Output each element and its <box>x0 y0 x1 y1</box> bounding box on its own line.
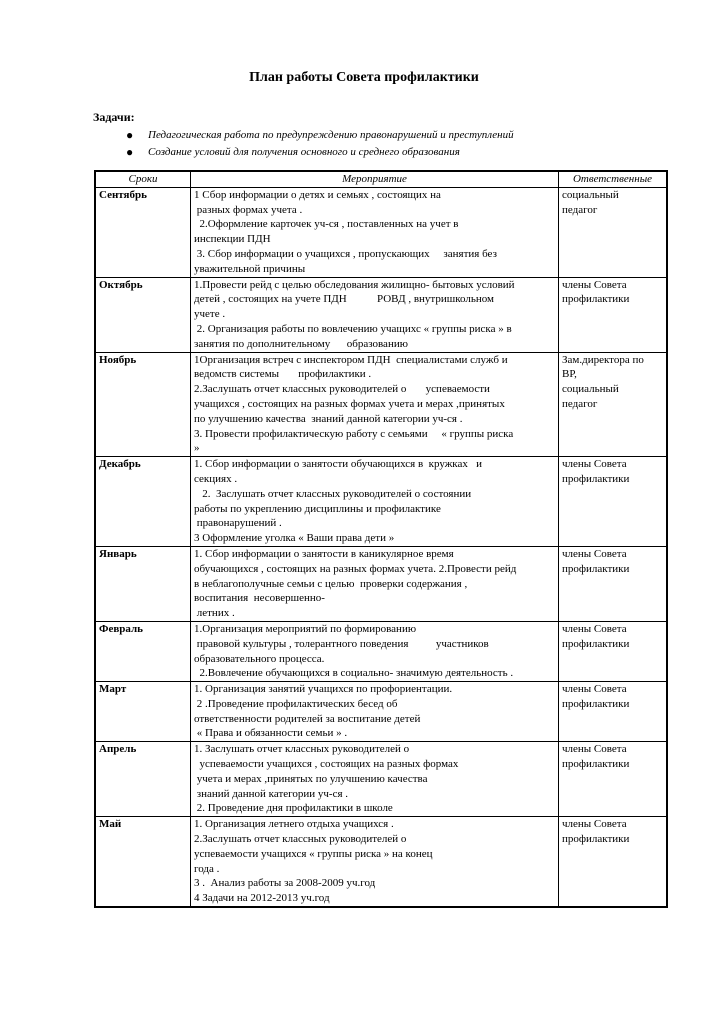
task-text: Педагогическая работа по предупреждению правонарушений и преступлений <box>148 129 514 141</box>
event-line: 2. Проведение дня профилактики в школе <box>194 802 393 815</box>
event-line: 2. Заслушать отчет классных руководителей о состоянии <box>194 487 472 500</box>
month-cell: Сентябрь <box>95 187 191 277</box>
responsible-cell <box>559 277 668 352</box>
responsible-line: члены Совета <box>562 743 627 756</box>
event-line: ведомств системы профилактики . <box>194 368 372 381</box>
responsible-line: профилактики <box>562 758 630 771</box>
tasks-label: Задачи: <box>93 110 135 124</box>
bullet-icon: ● <box>126 128 134 142</box>
table-row <box>95 546 667 621</box>
event-line: 2.Заслушать отчет классных руководителей о успеваемости <box>194 383 490 396</box>
event-line: 1. Организация летнего отдыха учащихся . <box>194 818 394 831</box>
responsible-line: профилактики <box>562 697 630 710</box>
responsible-line: члены Совета <box>562 458 627 471</box>
event-line: 1. Организация занятий учащихся по профориентации. <box>194 683 453 696</box>
responsible-cell <box>559 817 668 907</box>
event-line: ответственности родителей за воспитание детей <box>194 712 421 725</box>
table-header-row <box>95 171 667 187</box>
month-cell: Апрель <box>95 742 191 817</box>
responsible-cell <box>559 187 668 277</box>
event-line: успеваемости учащихся « группы риска » на конец <box>194 847 433 860</box>
responsible-line: социальный <box>562 188 619 201</box>
event-line: знаний данной категории уч-ся . <box>194 787 349 800</box>
event-line: » <box>194 442 200 455</box>
responsible-line: ВР, <box>562 368 577 381</box>
event-line: учете . <box>194 308 226 321</box>
responsible-cell <box>559 546 668 621</box>
responsible-cell <box>559 457 668 547</box>
event-line: летних . <box>194 607 235 620</box>
events-cell <box>191 742 559 817</box>
event-line: 3. Сбор информации о учащихся , пропускающих занятия без <box>194 247 497 260</box>
responsible-line: педагог <box>562 397 598 410</box>
event-line: 1.Организация мероприятий по формированию <box>194 622 417 635</box>
event-line: 1 Сбор информации о детях и семьях , состоящих на <box>194 188 441 201</box>
responsible-line: члены Совета <box>562 622 627 635</box>
event-line: правонарушений . <box>194 517 282 530</box>
event-line: обучающихся , состоящих на разных формах учета. 2.Провести рейд <box>194 562 517 575</box>
event-line: правовой культуры , толерантного поведения участников <box>194 637 489 650</box>
responsible-line: профилактики <box>562 833 630 846</box>
event-line: образовательного процесса. <box>194 652 325 665</box>
event-line: учащихся , состоящих на разных формах учета и мерах ,принятых <box>194 397 505 410</box>
events-cell <box>191 621 559 681</box>
event-line: « Права и обязанности семьи » . <box>194 727 348 740</box>
task-text: Создание условий для получения основного и среднего образования <box>148 146 460 158</box>
event-line: года . <box>194 862 220 875</box>
page-title: План работы Совета профилактики <box>249 70 479 85</box>
event-line: уважительной причины <box>194 262 306 275</box>
event-line: успеваемости учащихся , состоящих на разных формах <box>194 758 459 771</box>
responsible-line: члены Совета <box>562 547 627 560</box>
event-line: 3 . Анализ работы за 2008-2009 уч.год <box>194 877 376 890</box>
event-line: занятия по дополнительному образованию <box>194 337 408 350</box>
table-row <box>95 352 667 457</box>
event-line: 1. Заслушать отчет классных руководителей о <box>194 743 410 756</box>
event-line: 2 .Проведение профилактических бесед об <box>194 697 398 710</box>
responsible-line: педагог <box>562 203 598 216</box>
events-cell <box>191 352 559 457</box>
task-item <box>120 144 514 161</box>
event-line: разных формах учета . <box>194 203 303 216</box>
event-line: воспитания несовершенно- <box>194 592 325 605</box>
table-row <box>95 682 667 742</box>
table-row <box>95 457 667 547</box>
month-cell: Декабрь <box>95 457 191 547</box>
header-period: Сроки <box>95 171 191 187</box>
event-line: 2.Заслушать отчет классных руководителей о <box>194 833 407 846</box>
tasks-list <box>120 127 514 161</box>
plan-table-body <box>95 187 667 907</box>
event-line: 2. Организация работы по вовлечению учащихс « группы риска » в <box>194 322 512 335</box>
month-cell: Февраль <box>95 621 191 681</box>
responsible-line: профилактики <box>562 293 630 306</box>
month-cell: Январь <box>95 546 191 621</box>
events-cell <box>191 277 559 352</box>
responsible-line: профилактики <box>562 637 630 650</box>
plan-table <box>94 170 668 908</box>
responsible-line: члены Совета <box>562 818 627 831</box>
events-cell <box>191 682 559 742</box>
responsible-line: члены Совета <box>562 278 627 291</box>
event-line: учета и мерах ,принятых по улучшению качества <box>194 772 428 785</box>
event-line: 2.Оформление карточек уч-ся , поставленных на учет в <box>194 218 459 231</box>
event-line: по улучшению качества знаний данной категории уч-ся . <box>194 412 463 425</box>
event-line: инспекции ПДН <box>194 233 271 246</box>
event-line: работы по укреплению дисциплины и профилактике <box>194 502 441 515</box>
events-cell <box>191 457 559 547</box>
responsible-cell <box>559 352 668 457</box>
table-row <box>95 742 667 817</box>
responsible-line: члены Совета <box>562 683 627 696</box>
table-row <box>95 277 667 352</box>
header-event: Мероприятие <box>191 171 559 187</box>
events-cell <box>191 817 559 907</box>
responsible-cell <box>559 621 668 681</box>
event-line: 2.Вовлечение обучающихся в социально- значимую деятельность . <box>194 667 514 680</box>
event-line: 1Организация встреч с инспектором ПДН специалистами служб и <box>194 353 508 366</box>
event-line: 4 Задачи на 2012-2013 уч.год <box>194 892 330 905</box>
bullet-icon: ● <box>126 145 134 159</box>
event-line: 1.Провести рейд с целью обследования жилищно- бытовых условий <box>194 278 515 291</box>
header-responsible: Ответственные <box>559 171 668 187</box>
table-row <box>95 817 667 907</box>
event-line: детей , состоящих на учете ПДН РОВД , внутришкольном <box>194 293 495 306</box>
event-line: 3 Оформление уголка « Ваши права дети » <box>194 532 395 545</box>
responsible-line: Зам.директора по <box>562 353 644 366</box>
table-row <box>95 187 667 277</box>
event-line: 3. Провести профилактическую работу с семьями « группы риска <box>194 427 514 440</box>
month-cell: Май <box>95 817 191 907</box>
event-line: секциях . <box>194 472 238 485</box>
responsible-cell <box>559 742 668 817</box>
responsible-line: социальный <box>562 383 619 396</box>
event-line: 1. Сбор информации о занятости обучающихся в кружках и <box>194 458 483 471</box>
responsible-line: профилактики <box>562 562 630 575</box>
month-cell: Март <box>95 682 191 742</box>
responsible-cell <box>559 682 668 742</box>
responsible-line: профилактики <box>562 472 630 485</box>
table-row <box>95 621 667 681</box>
event-line: в неблагополучные семьи с целью проверки содержания , <box>194 577 468 590</box>
events-cell <box>191 546 559 621</box>
events-cell <box>191 187 559 277</box>
month-cell: Октябрь <box>95 277 191 352</box>
task-item <box>120 127 514 144</box>
event-line: 1. Сбор информации о занятости в каникулярное время <box>194 547 454 560</box>
month-cell: Ноябрь <box>95 352 191 457</box>
